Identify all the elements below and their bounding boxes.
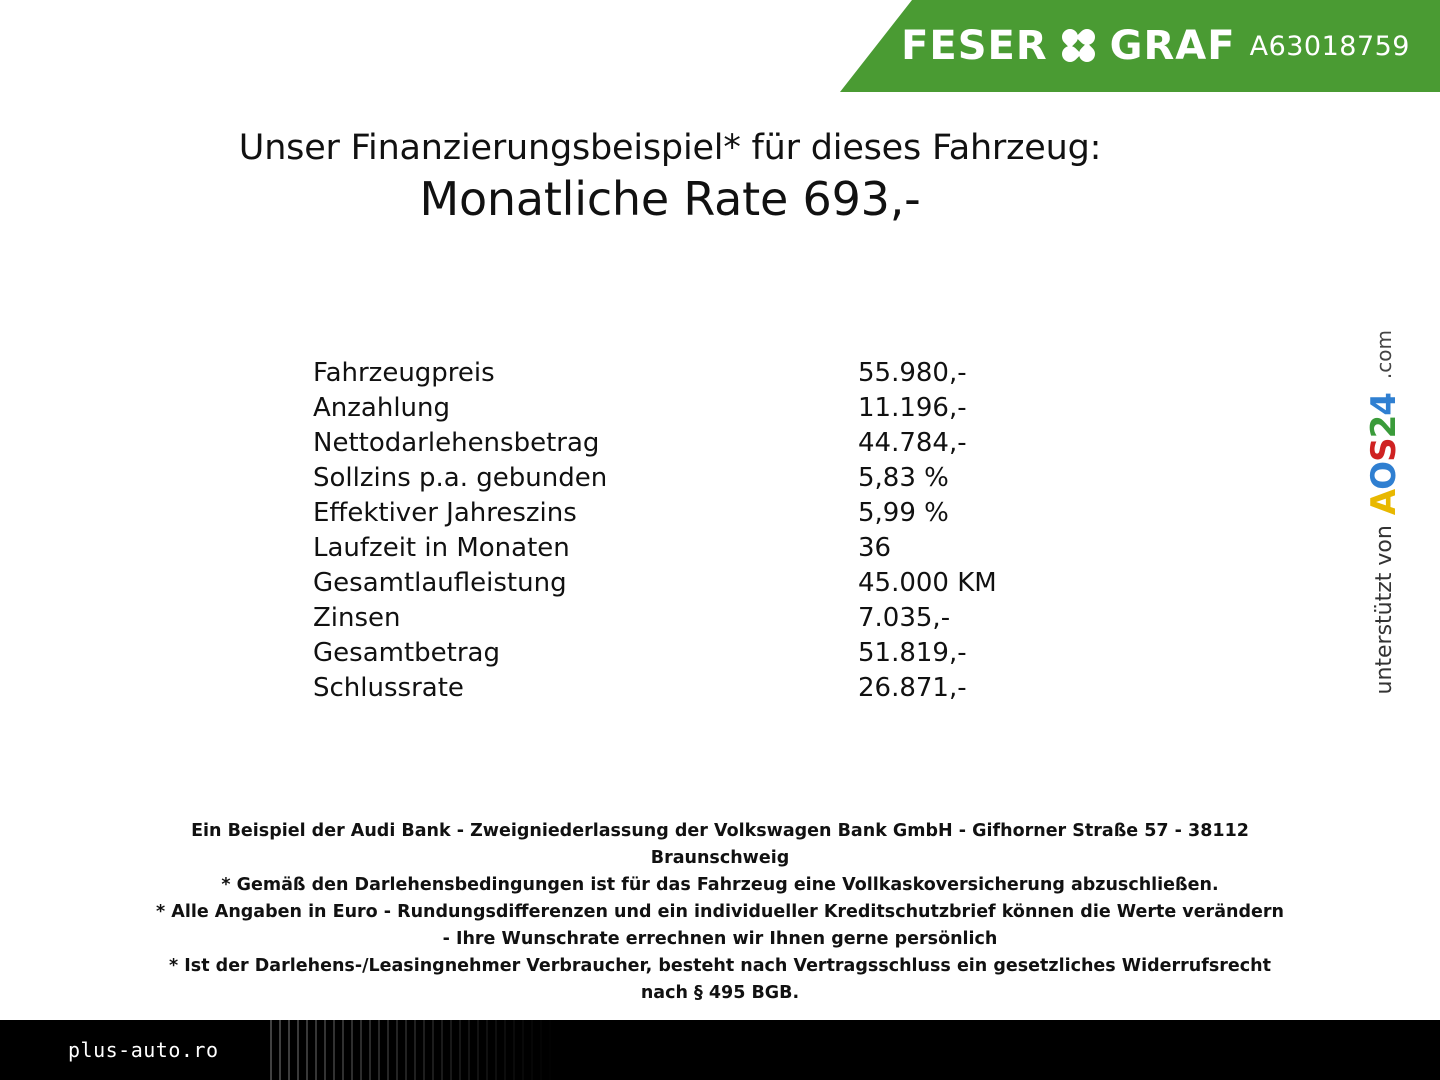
aos-letter-s: S	[1364, 438, 1404, 462]
footnote-line: * Gemäß den Darlehensbedingungen ist für das Fahrzeug eine Vollkaskoversicherung abzuschließen.	[221, 875, 1219, 895]
row-label: Fahrzeugpreis	[313, 358, 495, 388]
table-row	[313, 498, 1073, 533]
row-value: 5,99 %	[858, 498, 949, 528]
supported-by-sidebar	[1364, 330, 1424, 760]
footnote-line: Braunschweig	[650, 848, 790, 868]
row-label: Sollzins p.a. gebunden	[313, 463, 608, 493]
monthly-rate-title: Monatliche Rate 693,-	[419, 172, 921, 226]
footer-site-url: plus-auto.ro	[68, 1038, 219, 1062]
footnote-line: * Ist der Darlehens-/Leasingnehmer Verbraucher, besteht nach Vertragsschluss ein gesetzliches Widerrufsrecht	[169, 956, 1271, 976]
row-value: 5,83 %	[858, 463, 949, 493]
footer-bar	[0, 1020, 1440, 1080]
header-content	[901, 0, 1410, 92]
footnotes	[0, 818, 1440, 1007]
table-row	[313, 463, 1073, 498]
row-label: Anzahlung	[313, 393, 451, 423]
footnote-line: * Alle Angaben in Euro - Rundungsdifferenzen und ein individueller Kreditschutzbrief können die Werte verändern	[156, 902, 1284, 922]
table-row	[313, 603, 1073, 638]
row-label: Schlussrate	[313, 673, 464, 703]
supported-by-label: unterstützt von	[1371, 525, 1397, 695]
page-header	[0, 0, 1440, 92]
row-label: Gesamtlaufleistung	[313, 568, 567, 598]
footer-stripe-pattern	[270, 1020, 560, 1080]
stock-id: A63018759	[1249, 30, 1410, 62]
row-label: Zinsen	[313, 603, 401, 633]
row-value: 26.871,-	[858, 673, 967, 703]
aos24-logo	[1364, 393, 1404, 515]
brand-name-first: FESER	[901, 23, 1048, 69]
row-value: 36	[858, 533, 892, 563]
aos-letter-a: A	[1364, 489, 1404, 516]
title-block	[0, 128, 1340, 226]
page-title: Unser Finanzierungsbeispiel* für dieses Fahrzeug:	[238, 128, 1102, 168]
row-value: 7.035,-	[858, 603, 951, 633]
table-row	[313, 673, 1073, 708]
table-row	[313, 428, 1073, 463]
row-label: Laufzeit in Monaten	[313, 533, 570, 563]
table-row	[313, 533, 1073, 568]
row-label: Nettodarlehensbetrag	[313, 428, 600, 458]
table-row	[313, 393, 1073, 428]
row-value: 51.819,-	[858, 638, 967, 668]
table-row	[313, 568, 1073, 603]
supported-by-content	[1364, 330, 1404, 695]
brand-name-second: GRAF	[1109, 23, 1236, 69]
finance-table	[313, 358, 1073, 708]
aos-letter-o: O	[1364, 461, 1404, 490]
row-value: 11.196,-	[858, 393, 967, 423]
aos-domain-suffix: .com	[1372, 330, 1396, 380]
aos-letter-4: 4	[1364, 393, 1404, 416]
clover-icon	[1061, 28, 1097, 64]
footnote-line: nach § 495 BGB.	[640, 983, 800, 1003]
table-row	[313, 358, 1073, 393]
row-value: 44.784,-	[858, 428, 967, 458]
aos-letter-2: 2	[1364, 415, 1404, 439]
footnote-line: - Ihre Wunschrate errechnen wir Ihnen gerne persönlich	[442, 929, 998, 949]
footnote-line: Ein Beispiel der Audi Bank - Zweigniederlassung der Volkswagen Bank GmbH - Gifhorner Straße 57 - 38112	[191, 821, 1249, 841]
dealer-logo	[901, 23, 1236, 69]
row-value: 55.980,-	[858, 358, 967, 388]
table-row	[313, 638, 1073, 673]
row-value: 45.000 KM	[858, 568, 997, 598]
row-label: Effektiver Jahreszins	[313, 498, 577, 528]
row-label: Gesamtbetrag	[313, 638, 500, 668]
